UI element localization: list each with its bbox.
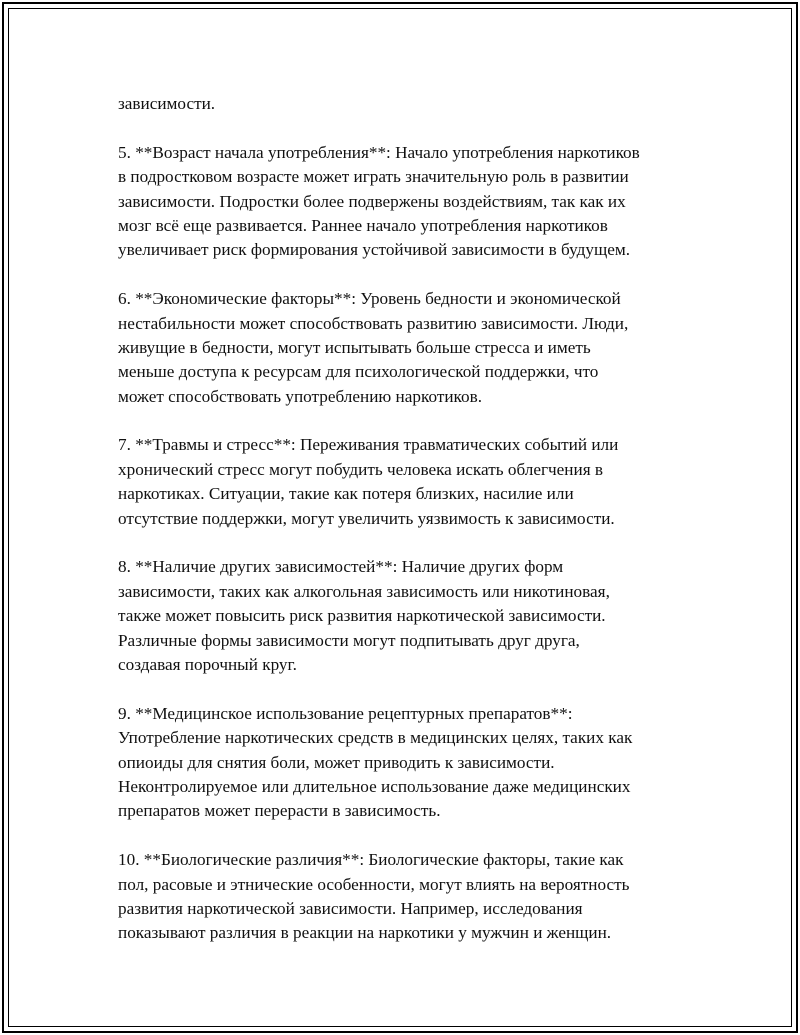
text-line: 7. **Травмы и стресс**: Переживания травматических событий или <box>118 435 619 455</box>
document-body <box>118 92 698 946</box>
paragraph-gap <box>118 409 698 433</box>
text-line: препаратов может перерасти в зависимость. <box>118 801 441 821</box>
text-line: показывают различия в реакции на наркотики у мужчин и женщин. <box>118 923 612 943</box>
text-line: живущие в бедности, могут испытывать больше стресса и иметь <box>118 337 591 357</box>
text-line: опиоиды для снятия боли, может приводить к зависимости. <box>118 752 555 772</box>
paragraph-item-10 <box>118 848 698 946</box>
paragraph-gap <box>118 824 698 848</box>
text-line: в подростковом возрасте может играть значительную роль в развитии <box>118 167 629 187</box>
text-line: зависимости. Подростки более подвержены воздействиям, так как их <box>118 191 626 211</box>
text-line: меньше доступа к ресурсам для психологической поддержки, что <box>118 362 599 382</box>
paragraph-item-6 <box>118 287 698 409</box>
paragraph-item-8 <box>118 555 698 677</box>
text-line: также может повысить риск развития наркотической зависимости. <box>118 606 606 626</box>
paragraph-gap <box>118 263 698 287</box>
text-line: 9. **Медицинское использование рецептурных препаратов**: <box>118 703 573 723</box>
text-line: 5. **Возраст начала употребления**: Начало употребления наркотиков <box>118 142 640 162</box>
paragraph-continuation <box>118 92 698 116</box>
text-line: создавая порочный круг. <box>118 654 297 674</box>
text-line: хронический стресс могут побудить человека искать облегчения в <box>118 459 604 479</box>
text-line: наркотиках. Ситуации, такие как потеря близких, насилие или <box>118 484 574 504</box>
text-line: Употребление наркотических средств в медицинских целях, таких как <box>118 728 633 748</box>
text-line: развития наркотической зависимости. Например, исследования <box>118 898 583 918</box>
text-line: пол, расовые и этнические особенности, могут влиять на вероятность <box>118 874 630 894</box>
text-line: зависимости, таких как алкогольная зависимость или никотиновая, <box>118 581 610 601</box>
paragraph-gap <box>118 531 698 555</box>
text-line: 6. **Экономические факторы**: Уровень бедности и экономической <box>118 289 621 309</box>
text-line: Различные формы зависимости могут подпитывать друг друга, <box>118 630 580 650</box>
text-line: нестабильности может способствовать развитию зависимости. Люди, <box>118 313 629 333</box>
text-line: Неконтролируемое или длительное использование даже медицинских <box>118 776 631 796</box>
text-line: увеличивает риск формирования устойчивой зависимости в будущем. <box>118 240 631 260</box>
text-line: 8. **Наличие других зависимостей**: Наличие других форм <box>118 557 564 577</box>
text-line: может способствовать употреблению наркотиков. <box>118 386 483 406</box>
text-line: зависимости. <box>118 94 216 113</box>
paragraph-item-5 <box>118 141 698 263</box>
text-line: отсутствие поддержки, могут увеличить уязвимость к зависимости. <box>118 508 615 528</box>
paragraph-gap <box>118 677 698 701</box>
text-line: 10. **Биологические различия**: Биологические факторы, такие как <box>118 850 624 870</box>
text-line: мозг всё еще развивается. Раннее начало употребления наркотиков <box>118 215 608 235</box>
paragraph-gap <box>118 116 698 140</box>
paragraph-item-9 <box>118 702 698 824</box>
paragraph-item-7 <box>118 433 698 531</box>
